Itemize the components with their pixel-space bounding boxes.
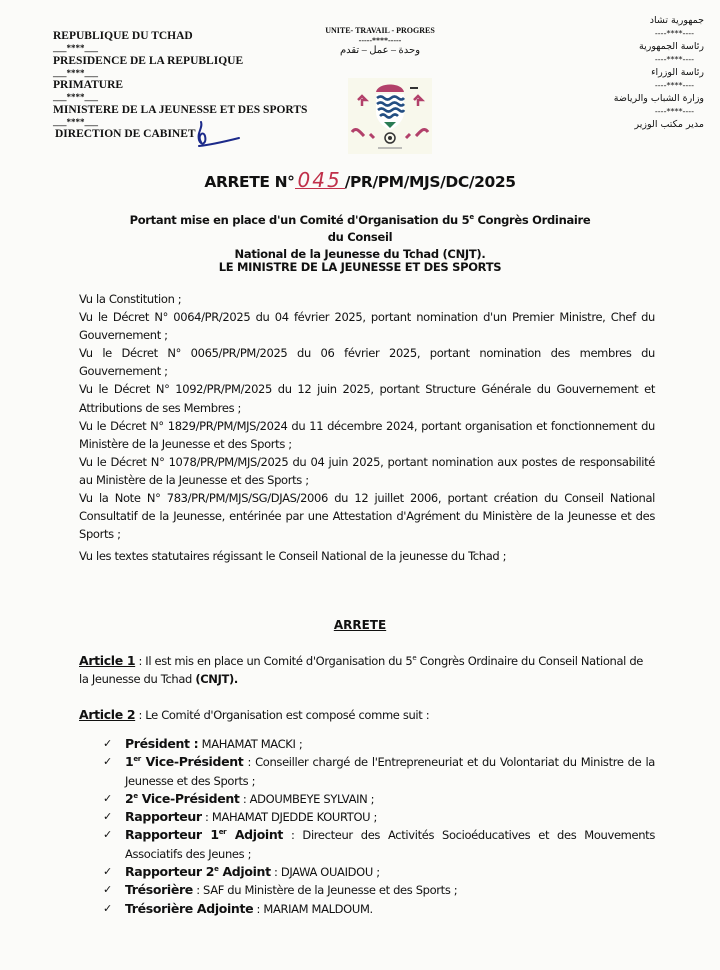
checkmark-icon: ✓ xyxy=(103,883,112,897)
member-role xyxy=(125,791,240,806)
checkmark-icon: ✓ xyxy=(103,791,112,805)
role-text: 1 xyxy=(125,754,134,770)
list-item xyxy=(103,881,655,899)
article-text: Congrès Ordinaire du Conseil National de la Jeunesse du Tchad xyxy=(79,654,643,686)
article-label: Article 1 xyxy=(79,653,136,668)
list-item xyxy=(103,900,655,918)
article-2 xyxy=(79,706,655,724)
header-right-arabic xyxy=(554,14,704,131)
role-text: Adjoint xyxy=(218,864,271,880)
member-role xyxy=(125,864,271,879)
header-primature: PRIMATURE xyxy=(53,79,124,92)
handwritten-signature xyxy=(193,118,243,152)
subtitle-line2: National de la Jeunesse du Tchad (CNJT). xyxy=(234,247,486,261)
visa-item: Vu les textes statutaires régissant le Conseil National de la jeunesse du Tchad ; xyxy=(79,549,507,564)
checkmark-icon: ✓ xyxy=(103,737,112,750)
header-separator: ___****___ xyxy=(53,43,98,54)
header-separator: ___****___ xyxy=(53,67,98,78)
member-role: Président : xyxy=(125,736,199,751)
ordinal-sup: e xyxy=(214,864,219,873)
header-separator: ----****---- xyxy=(654,81,694,90)
member-value: : DJAWA OUAIDOU ; xyxy=(270,865,380,880)
header-ministry-arabic: وزارة الشباب والرياضة xyxy=(613,93,704,104)
list-item xyxy=(103,826,655,863)
arrete-heading: ARRETE xyxy=(333,618,387,632)
member-value: : MAHAMAT DJEDDE KOURTOU ; xyxy=(201,810,378,825)
header-cabinet-arabic: مدير مكتب الوزير xyxy=(634,119,704,130)
member-value: : ADOUMBEYE SYLVAIN ; xyxy=(239,791,375,806)
list-item xyxy=(103,790,655,808)
role-text: 2 xyxy=(125,790,134,806)
header-presidency: PRESIDENCE DE LA REPUBLIQUE xyxy=(53,54,244,67)
header-direction: DIRECTION DE CABINET xyxy=(55,128,196,141)
visas-section xyxy=(79,290,655,565)
minister-heading: LE MINISTRE DE LA JEUNESSE ET DES SPORTS xyxy=(218,260,502,274)
national-motto-arabic: وحدة – عمل – تقدم xyxy=(339,45,421,56)
committee-members-list xyxy=(103,735,655,918)
member-value: : SAF du Ministère de la Jeunesse et des Sports ; xyxy=(192,883,458,898)
member-value: : Directeur des Activités Socioéducatives et des Mouvements Associatifs des Jeunes ; xyxy=(125,828,655,861)
header-separator: ___****___ xyxy=(53,92,98,103)
checkmark-icon: ✓ xyxy=(103,865,112,879)
article-label: Article 2 xyxy=(79,707,136,722)
visa-item: Vu le Décret N° 1829/PR/PM/MJS/2024 du 11 décembre 2024, portant organisation et fonctionnement du Ministère de la Jeunesse et des Sports ; xyxy=(79,418,655,451)
list-item xyxy=(103,753,655,790)
article-acronym: (CNJT). xyxy=(195,672,238,686)
header-primature-arabic: رئاسة الوزراء xyxy=(651,67,704,78)
list-item xyxy=(103,808,655,826)
role-text: Rapporteur 2 xyxy=(125,864,215,880)
header-separator: ----****---- xyxy=(654,107,694,116)
visa-item: Vu le Décret N° 0064/PR/2025 du 04 février 2025, portant nomination d'un Premier Ministre, Chef du Gouvernement ; xyxy=(79,310,655,343)
member-value: MAHAMAT MACKI ; xyxy=(198,737,303,751)
visa-item: Vu le Décret N° 1078/PR/PM/MJS/2025 du 04 juin 2025, portant nomination aux postes de responsabilité au Ministère de la Jeunesse et des Sports ; xyxy=(79,454,655,487)
decree-number-handwritten: 045 xyxy=(295,172,345,189)
role-text: Vice-Président xyxy=(140,754,244,770)
chad-coat-of-arms-emblem xyxy=(348,78,432,154)
checkmark-icon: ✓ xyxy=(103,901,112,915)
visa-item: Vu la Constitution ; xyxy=(79,292,182,306)
member-value: : MARIAM MALDOUM. xyxy=(253,901,373,916)
header-left xyxy=(53,30,307,141)
ordinal-sup: e xyxy=(469,213,474,222)
header-presidency-arabic: رئاسة الجمهورية xyxy=(639,41,704,52)
visa-item: Vu la Note N° 783/PR/PM/MJS/SG/DJAS/2006 du 12 juillet 2006, portant création du Conseil National Consultatif de la Jeunesse, entérinée par une Attestation d'Agrément du Ministère de la Jeunesse et des Sports ; xyxy=(79,491,655,542)
role-text: Vice-Président xyxy=(137,790,240,806)
member-value: : Conseiller chargé de l'Entrepreneuriat et du Volontariat du Ministre de la Jeunesse et des Sports ; xyxy=(125,755,655,788)
article-text: : Il est mis en place un Comité d'Organisation du 5 xyxy=(135,654,413,668)
list-item xyxy=(103,863,655,881)
motto-separator: -----****----- xyxy=(358,36,402,45)
article-text: : Le Comité d'Organisation est composé comme suit : xyxy=(135,708,430,722)
member-role: Trésorière xyxy=(125,882,193,898)
member-role: Rapporteur xyxy=(125,809,202,825)
ordinal-sup: e xyxy=(133,791,138,800)
ordinal-sup: e xyxy=(412,654,417,663)
decree-title xyxy=(0,168,720,192)
checkmark-icon: ✓ xyxy=(103,810,112,824)
visa-item: Vu le Décret N° 1092/PR/PM/2025 du 12 juin 2025, portant Structure Générale du Gouvernement et Attributions de ses Membres ; xyxy=(79,382,655,415)
header-separator: ___****___ xyxy=(53,117,98,128)
subtitle-text: Portant mise en place d'un Comité d'Organisation du 5 xyxy=(129,213,470,227)
title-prefix: ARRETE N° xyxy=(204,173,295,191)
ordinal-sup: er xyxy=(218,828,227,837)
checkmark-icon: ✓ xyxy=(103,755,112,769)
header-republic: REPUBLIQUE DU TCHAD xyxy=(53,30,193,42)
checkmark-icon: ✓ xyxy=(103,828,112,842)
ordinal-sup: er xyxy=(133,755,141,764)
header-republic-arabic: جمهورية تشاد xyxy=(649,15,704,26)
national-motto: UNITE- TRAVAIL - PROGRES xyxy=(325,26,435,35)
header-separator: ----****---- xyxy=(654,29,694,38)
header-separator: ----****---- xyxy=(654,55,694,64)
decree-subtitle xyxy=(120,212,600,263)
role-text: Adjoint xyxy=(226,827,284,843)
member-role: Trésorière Adjointe xyxy=(125,900,254,916)
article-1 xyxy=(79,652,655,688)
list-item xyxy=(103,735,655,753)
role-text: Rapporteur 1 xyxy=(125,827,219,843)
title-suffix: /PR/PM/MJS/DC/2025 xyxy=(344,173,516,191)
header-ministry: MINISTERE DE LA JEUNESSE ET DES SPORTS xyxy=(53,103,308,116)
subtitle-text: Congrès Ordinaire du Conseil xyxy=(327,213,591,244)
member-role xyxy=(125,754,243,769)
visa-item: Vu le Décret N° 0065/PR/PM/2025 du 06 février 2025, portant nomination des membres du Gouvernement ; xyxy=(79,346,655,379)
member-role xyxy=(125,827,283,842)
header-center xyxy=(320,26,440,56)
